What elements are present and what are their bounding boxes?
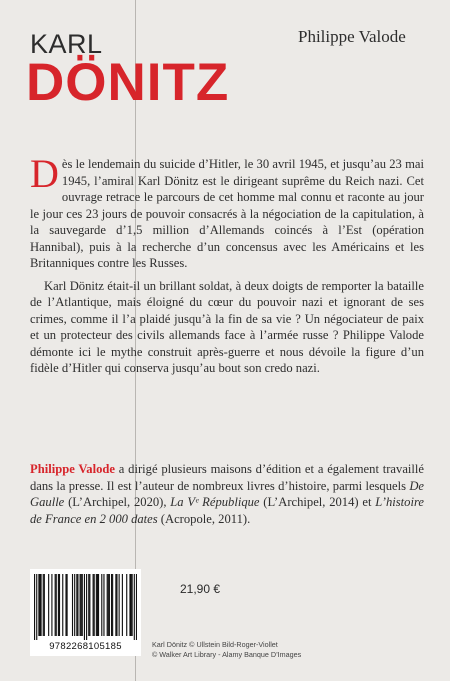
barcode-bar: [34, 574, 35, 640]
blurb-paragraph-1: [30, 151, 424, 272]
price: 21,90 €: [180, 582, 221, 596]
barcode-bar: [101, 574, 102, 636]
credit-line-1: Karl Dönitz © Ullstein Bild-Roger-Viollet: [152, 640, 278, 649]
barcode-bar: [109, 574, 110, 636]
credit-line-2: © Walker Art Library - Alamy Banque D’Images: [152, 650, 302, 659]
subject-last-name: DÖNITZ: [26, 53, 230, 112]
photo-credits: [152, 640, 301, 660]
drop-cap: D: [30, 151, 59, 196]
barcode-bar: [107, 574, 108, 636]
barcode-bar: [93, 574, 94, 636]
barcode-bar: [56, 574, 57, 636]
barcode-bar: [96, 574, 97, 636]
barcode-bar: [126, 574, 127, 636]
barcode-bar: [88, 574, 89, 636]
barcode-bar: [58, 574, 59, 636]
barcode-bar: [97, 574, 98, 636]
barcode-bar: [84, 574, 85, 640]
barcode-bar: [51, 574, 52, 636]
barcode-bar: [111, 574, 112, 636]
barcode-bar: [129, 574, 130, 636]
bio-text-4: (Acropole, 2011).: [157, 511, 251, 526]
bio-text-1: a dirigé plusieurs maisons d’édition et a également travaillé dans la presse. Il est l’auteur de nombreux livres d’histoire, parmi lesquels: [30, 462, 424, 493]
barcode-bar: [130, 574, 131, 636]
bio-text-3: (L’Archipel, 2014) et: [259, 495, 376, 509]
subject-first-name: KARL: [30, 29, 103, 59]
barcode-bar: [134, 574, 135, 640]
barcode-bar: [44, 574, 45, 636]
barcode-bar: [103, 574, 104, 636]
barcode-bar: [41, 574, 42, 636]
barcode-bar: [82, 574, 83, 636]
barcode-bar: [38, 574, 39, 636]
barcode-bar: [55, 574, 56, 636]
barcode-bar: [98, 574, 99, 636]
barcode-bar: [72, 574, 73, 636]
barcode-bar: [86, 574, 87, 640]
bio-author-name: Philippe Valode: [30, 462, 115, 476]
barcode-bars: [34, 574, 137, 640]
barcode-bar: [94, 574, 95, 636]
barcode-bar: [81, 574, 82, 636]
blurb: [30, 151, 424, 383]
barcode-bar: [116, 574, 117, 636]
barcode-bar: [115, 574, 116, 636]
barcode-number: 9782268105185: [49, 641, 122, 652]
author-name: Philippe Valode: [298, 27, 406, 46]
barcode-bar: [43, 574, 44, 636]
barcode-bar: [74, 574, 75, 636]
bio-book-3: L’histoire de France en 2 000 dates: [30, 495, 424, 526]
bio-text-2: (L’Archipel, 2020),: [64, 495, 171, 509]
blurb-paragraph-2: Karl Dönitz était-il un brillant soldat, à deux doigts de remporter la bataille de l’Atlantique, mais éloigné du cœur du pouvoir nazi et ignorant de ses crimes, comme il l’a plaidé jusqu’à la fin de sa vie ? Un négociateur de paix et un protecteur des civils allemands face à l’armée russe ? Philippe Valode démonte ici le mythe construit après-guerre et nous dévoile la figure d’un fidèle d’Hitler qui conserva jusqu’au bout son credo nazi.: [30, 278, 424, 375]
bio-book-2: La Vᵉ République: [170, 495, 260, 509]
barcode-bar: [36, 574, 37, 640]
barcode-bar: [132, 574, 133, 636]
barcode-bar: [119, 574, 120, 636]
barcode-bar: [77, 574, 78, 636]
barcode-bar: [62, 574, 63, 636]
barcode-bar: [59, 574, 60, 636]
barcode-bar: [67, 574, 68, 636]
barcode-bar: [76, 574, 77, 636]
barcode-bar: [48, 574, 49, 636]
blurb-paragraph-1-text: ès le lendemain du suicide d’Hitler, le 30 avril 1945, et jusqu’au 23 mai 1945, l’amiral Karl Dönitz est le dirigeant suprême du Reich nazi. Cet ouvrage retrace le parcours de cet homme mal connu et raconte au jour le jour ces 23 jours de pouvoir consacrés à la négociation de la capitulation, à la sauvegarde d’1,5 million d’Allemands coincés à l’Est (opération Hannibal), puis à la recherche d’un concensus avec les Américains et les Britanniques contre les Russes.: [30, 157, 424, 270]
barcode-bar: [65, 574, 66, 636]
barcode-bar: [108, 574, 109, 636]
barcode-bar: [122, 574, 123, 636]
bio-book-1: De Gaulle: [30, 478, 424, 509]
barcode-bar: [136, 574, 137, 640]
author-bio: [30, 461, 424, 527]
barcode-bar: [80, 574, 81, 636]
barcode-bar: [89, 574, 90, 636]
barcode-bar: [112, 574, 113, 636]
isbn-barcode: [30, 569, 141, 656]
barcode-bar: [39, 574, 40, 636]
